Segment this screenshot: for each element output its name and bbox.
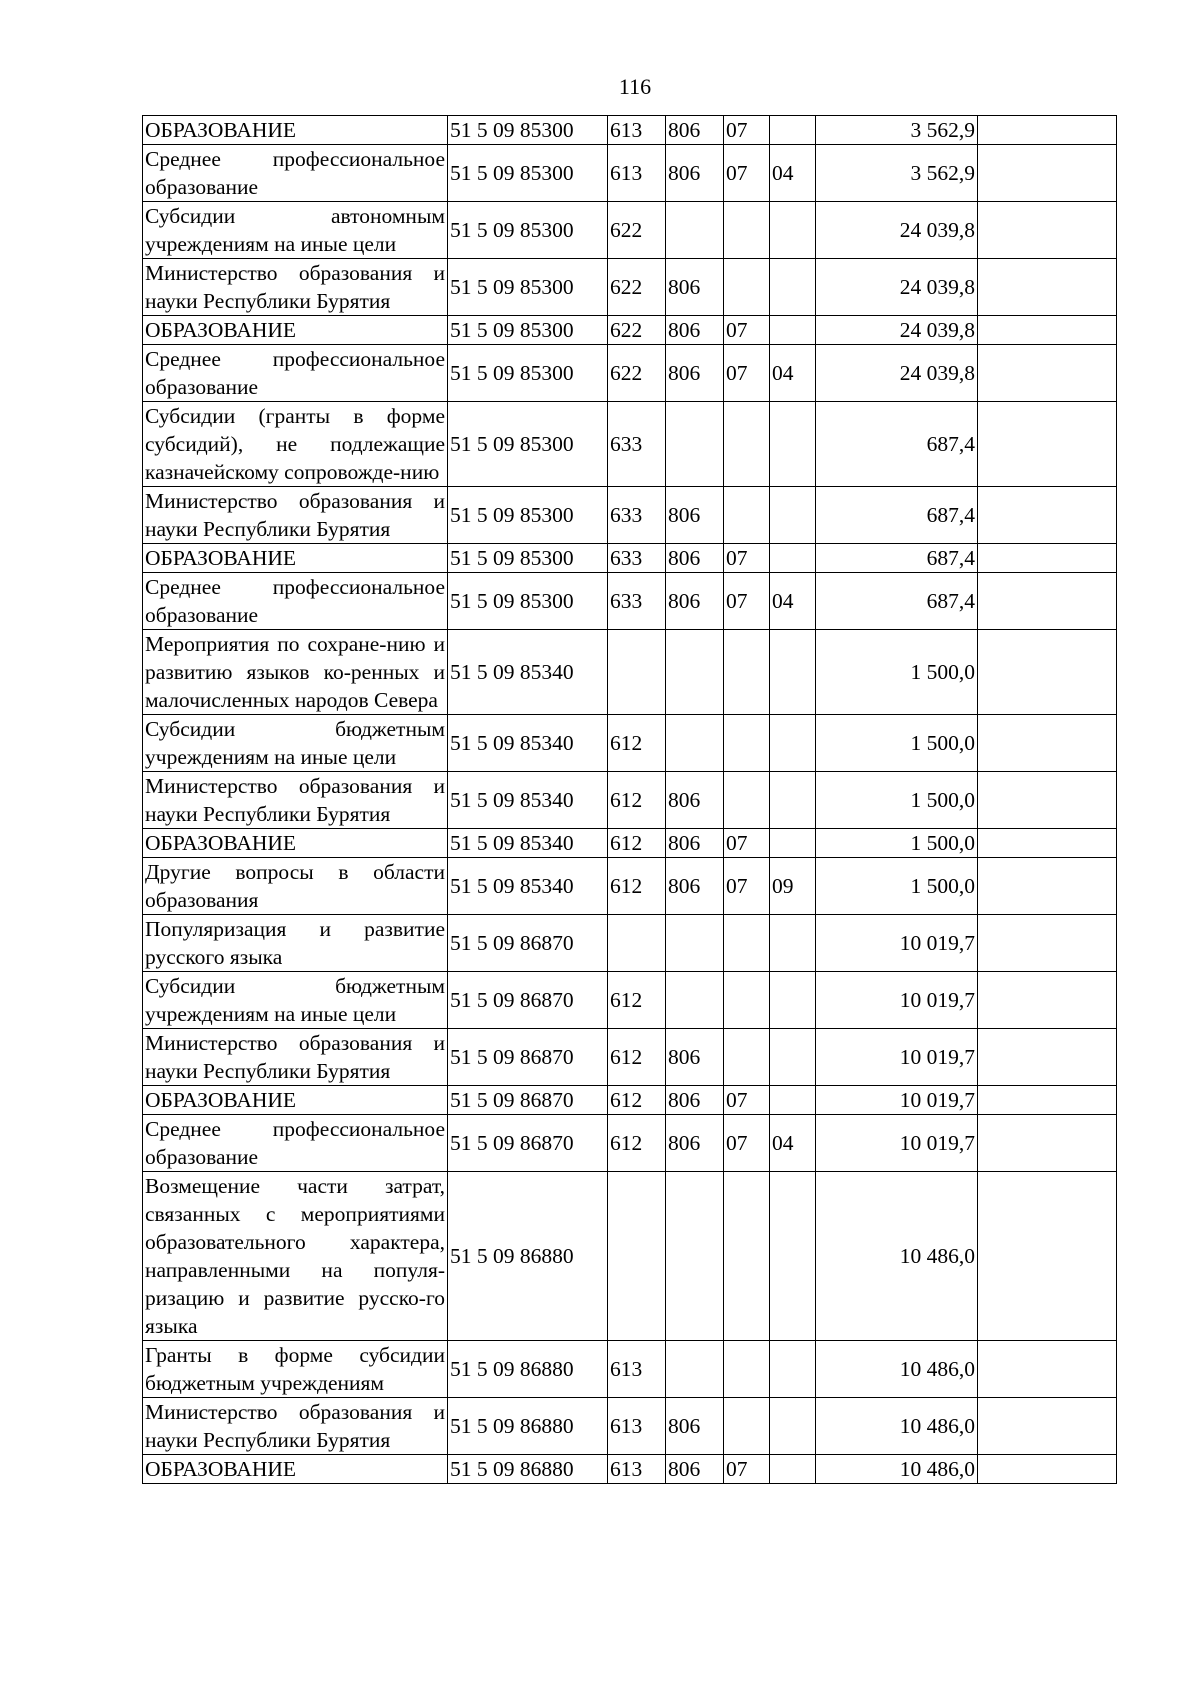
cell-ministry-code: 806	[666, 573, 724, 630]
cell-ministry-code: 806	[666, 772, 724, 829]
cell-empty	[978, 829, 1117, 858]
cell-section: 07	[724, 829, 770, 858]
cell-amount: 10 486,0	[816, 1341, 978, 1398]
cell-expense-type: 612	[608, 772, 666, 829]
cell-empty	[978, 915, 1117, 972]
cell-subsection: 04	[770, 1115, 816, 1172]
cell-target-article: 51 5 09 85300	[448, 316, 608, 345]
cell-name: Среднее профессиональное образование	[143, 573, 448, 630]
cell-target-article: 51 5 09 86870	[448, 1086, 608, 1115]
cell-expense-type: 633	[608, 573, 666, 630]
cell-name: Возмещение части затрат, связанных с мероприятиями образовательного характера, направленными на популя-ризацию и развитие русско-го языка	[143, 1172, 448, 1341]
cell-section	[724, 915, 770, 972]
cell-expense-type: 622	[608, 259, 666, 316]
cell-amount: 687,4	[816, 573, 978, 630]
cell-expense-type: 613	[608, 1341, 666, 1398]
cell-expense-type: 612	[608, 715, 666, 772]
cell-empty	[978, 573, 1117, 630]
cell-expense-type	[608, 630, 666, 715]
cell-expense-type: 612	[608, 829, 666, 858]
cell-empty	[978, 972, 1117, 1029]
cell-target-article: 51 5 09 85340	[448, 829, 608, 858]
cell-subsection	[770, 972, 816, 1029]
cell-expense-type: 633	[608, 402, 666, 487]
cell-expense-type: 633	[608, 487, 666, 544]
cell-name: Субсидии (гранты в форме субсидий), не подлежащие казначейскому сопровожде-нию	[143, 402, 448, 487]
cell-section	[724, 487, 770, 544]
cell-subsection	[770, 316, 816, 345]
cell-expense-type: 622	[608, 345, 666, 402]
cell-empty	[978, 487, 1117, 544]
cell-expense-type: 612	[608, 1115, 666, 1172]
cell-expense-type: 612	[608, 972, 666, 1029]
cell-empty	[978, 1341, 1117, 1398]
cell-target-article: 51 5 09 85300	[448, 202, 608, 259]
cell-empty	[978, 772, 1117, 829]
cell-section	[724, 259, 770, 316]
table-row	[143, 1341, 1117, 1398]
cell-expense-type: 612	[608, 1086, 666, 1115]
table-row	[143, 1455, 1117, 1484]
cell-name: Среднее профессиональное образование	[143, 1115, 448, 1172]
cell-ministry-code: 806	[666, 544, 724, 573]
cell-section	[724, 1341, 770, 1398]
cell-section: 07	[724, 1115, 770, 1172]
cell-amount: 687,4	[816, 402, 978, 487]
cell-subsection	[770, 1398, 816, 1455]
cell-subsection	[770, 630, 816, 715]
cell-empty	[978, 202, 1117, 259]
cell-target-article: 51 5 09 86880	[448, 1455, 608, 1484]
cell-subsection: 04	[770, 573, 816, 630]
cell-ministry-code: 806	[666, 116, 724, 145]
cell-expense-type: 612	[608, 1029, 666, 1086]
table-row	[143, 316, 1117, 345]
cell-ministry-code: 806	[666, 316, 724, 345]
cell-ministry-code	[666, 972, 724, 1029]
cell-subsection	[770, 487, 816, 544]
cell-ministry-code: 806	[666, 1029, 724, 1086]
cell-section	[724, 772, 770, 829]
table-row	[143, 858, 1117, 915]
cell-empty	[978, 1398, 1117, 1455]
cell-name: Министерство образования и науки Республики Бурятия	[143, 487, 448, 544]
table-row	[143, 116, 1117, 145]
cell-empty	[978, 1455, 1117, 1484]
cell-section: 07	[724, 544, 770, 573]
cell-name: Гранты в форме субсидии бюджетным учреждениям	[143, 1341, 448, 1398]
cell-target-article: 51 5 09 85340	[448, 715, 608, 772]
cell-subsection	[770, 915, 816, 972]
cell-ministry-code: 806	[666, 259, 724, 316]
cell-expense-type: 622	[608, 316, 666, 345]
cell-name: Мероприятия по сохране-нию и развитию языков ко-ренных и малочисленных народов Севера	[143, 630, 448, 715]
table-row	[143, 972, 1117, 1029]
table-row	[143, 1029, 1117, 1086]
cell-section	[724, 202, 770, 259]
table-row	[143, 259, 1117, 316]
cell-expense-type: 613	[608, 1455, 666, 1484]
cell-subsection	[770, 829, 816, 858]
cell-target-article: 51 5 09 85340	[448, 772, 608, 829]
cell-subsection	[770, 402, 816, 487]
cell-amount: 10 019,7	[816, 972, 978, 1029]
cell-name: Министерство образования и науки Республики Бурятия	[143, 1029, 448, 1086]
cell-empty	[978, 858, 1117, 915]
cell-target-article: 51 5 09 85300	[448, 402, 608, 487]
cell-expense-type: 633	[608, 544, 666, 573]
cell-ministry-code: 806	[666, 145, 724, 202]
cell-name: ОБРАЗОВАНИЕ	[143, 116, 448, 145]
cell-amount: 1 500,0	[816, 630, 978, 715]
cell-name: Субсидии автономным учреждениям на иные цели	[143, 202, 448, 259]
table-row	[143, 544, 1117, 573]
table-row	[143, 1172, 1117, 1341]
cell-ministry-code	[666, 202, 724, 259]
cell-empty	[978, 145, 1117, 202]
cell-name: ОБРАЗОВАНИЕ	[143, 544, 448, 573]
cell-amount: 1 500,0	[816, 858, 978, 915]
table-row	[143, 829, 1117, 858]
table-row	[143, 1086, 1117, 1115]
table-row	[143, 1115, 1117, 1172]
cell-amount: 687,4	[816, 487, 978, 544]
cell-amount: 10 019,7	[816, 1115, 978, 1172]
cell-amount: 10 486,0	[816, 1398, 978, 1455]
table-row	[143, 573, 1117, 630]
cell-empty	[978, 259, 1117, 316]
cell-amount: 24 039,8	[816, 316, 978, 345]
page-number: 116	[618, 74, 652, 99]
cell-ministry-code: 806	[666, 1115, 724, 1172]
cell-ministry-code	[666, 402, 724, 487]
cell-empty	[978, 316, 1117, 345]
table-row	[143, 145, 1117, 202]
cell-amount: 24 039,8	[816, 259, 978, 316]
cell-ministry-code: 806	[666, 487, 724, 544]
cell-expense-type: 612	[608, 858, 666, 915]
cell-expense-type: 622	[608, 202, 666, 259]
cell-target-article: 51 5 09 86870	[448, 915, 608, 972]
cell-target-article: 51 5 09 86880	[448, 1341, 608, 1398]
cell-section	[724, 1029, 770, 1086]
budget-table-body	[143, 116, 1117, 1484]
cell-ministry-code: 806	[666, 858, 724, 915]
cell-amount: 10 486,0	[816, 1455, 978, 1484]
cell-target-article: 51 5 09 85300	[448, 573, 608, 630]
cell-empty	[978, 1029, 1117, 1086]
cell-amount: 3 562,9	[816, 116, 978, 145]
cell-section: 07	[724, 858, 770, 915]
cell-empty	[978, 1115, 1117, 1172]
cell-name: ОБРАЗОВАНИЕ	[143, 1086, 448, 1115]
cell-name: ОБРАЗОВАНИЕ	[143, 829, 448, 858]
cell-subsection	[770, 202, 816, 259]
cell-ministry-code	[666, 915, 724, 972]
cell-target-article: 51 5 09 85300	[448, 259, 608, 316]
cell-empty	[978, 544, 1117, 573]
cell-subsection	[770, 544, 816, 573]
cell-target-article: 51 5 09 85300	[448, 487, 608, 544]
cell-amount: 1 500,0	[816, 772, 978, 829]
cell-amount: 3 562,9	[816, 145, 978, 202]
cell-empty	[978, 1172, 1117, 1341]
table-row	[143, 772, 1117, 829]
cell-section: 07	[724, 1086, 770, 1115]
cell-subsection: 04	[770, 145, 816, 202]
cell-section	[724, 630, 770, 715]
cell-amount: 687,4	[816, 544, 978, 573]
cell-subsection	[770, 259, 816, 316]
cell-ministry-code	[666, 1172, 724, 1341]
cell-subsection	[770, 1341, 816, 1398]
table-row	[143, 402, 1117, 487]
cell-empty	[978, 715, 1117, 772]
cell-empty	[978, 1086, 1117, 1115]
cell-target-article: 51 5 09 85300	[448, 345, 608, 402]
cell-section	[724, 1172, 770, 1341]
cell-target-article: 51 5 09 86870	[448, 1115, 608, 1172]
table-row	[143, 715, 1117, 772]
cell-name: Среднее профессиональное образование	[143, 145, 448, 202]
cell-subsection	[770, 1455, 816, 1484]
cell-subsection: 09	[770, 858, 816, 915]
cell-target-article: 51 5 09 85340	[448, 630, 608, 715]
cell-amount: 24 039,8	[816, 202, 978, 259]
table-row	[143, 487, 1117, 544]
cell-subsection	[770, 1086, 816, 1115]
cell-name: Другие вопросы в области образования	[143, 858, 448, 915]
cell-subsection	[770, 715, 816, 772]
cell-section	[724, 972, 770, 1029]
cell-name: Субсидии бюджетным учреждениям на иные цели	[143, 972, 448, 1029]
cell-section: 07	[724, 573, 770, 630]
cell-target-article: 51 5 09 85300	[448, 544, 608, 573]
cell-subsection: 04	[770, 345, 816, 402]
cell-target-article: 51 5 09 85340	[448, 858, 608, 915]
cell-section	[724, 715, 770, 772]
table-row	[143, 202, 1117, 259]
cell-name: Среднее профессиональное образование	[143, 345, 448, 402]
table-row	[143, 630, 1117, 715]
cell-section	[724, 402, 770, 487]
table-row	[143, 345, 1117, 402]
table-row	[143, 915, 1117, 972]
cell-name: ОБРАЗОВАНИЕ	[143, 316, 448, 345]
cell-name: Министерство образования и науки Республики Бурятия	[143, 259, 448, 316]
cell-target-article: 51 5 09 85300	[448, 116, 608, 145]
cell-ministry-code	[666, 715, 724, 772]
cell-amount: 10 019,7	[816, 1086, 978, 1115]
cell-ministry-code: 806	[666, 829, 724, 858]
cell-empty	[978, 345, 1117, 402]
cell-ministry-code	[666, 1341, 724, 1398]
cell-expense-type: 613	[608, 1398, 666, 1455]
cell-amount: 10 486,0	[816, 1172, 978, 1341]
cell-amount: 10 019,7	[816, 1029, 978, 1086]
cell-subsection	[770, 1172, 816, 1341]
cell-section: 07	[724, 316, 770, 345]
cell-target-article: 51 5 09 86880	[448, 1398, 608, 1455]
cell-ministry-code	[666, 630, 724, 715]
cell-amount: 1 500,0	[816, 715, 978, 772]
budget-table	[142, 115, 1117, 1484]
cell-name: Министерство образования и науки Республики Бурятия	[143, 772, 448, 829]
cell-target-article: 51 5 09 86870	[448, 972, 608, 1029]
cell-empty	[978, 402, 1117, 487]
cell-section	[724, 1398, 770, 1455]
cell-amount: 10 019,7	[816, 915, 978, 972]
cell-ministry-code: 806	[666, 1398, 724, 1455]
cell-name: Субсидии бюджетным учреждениям на иные цели	[143, 715, 448, 772]
cell-section: 07	[724, 1455, 770, 1484]
cell-ministry-code: 806	[666, 1455, 724, 1484]
cell-subsection	[770, 772, 816, 829]
cell-ministry-code: 806	[666, 1086, 724, 1115]
cell-name: Министерство образования и науки Республики Бурятия	[143, 1398, 448, 1455]
cell-target-article: 51 5 09 86870	[448, 1029, 608, 1086]
cell-expense-type: 613	[608, 116, 666, 145]
cell-name: Популяризация и развитие русского языка	[143, 915, 448, 972]
cell-expense-type	[608, 915, 666, 972]
table-row	[143, 1398, 1117, 1455]
cell-target-article: 51 5 09 86880	[448, 1172, 608, 1341]
cell-amount: 24 039,8	[816, 345, 978, 402]
cell-expense-type	[608, 1172, 666, 1341]
cell-section: 07	[724, 145, 770, 202]
cell-subsection	[770, 1029, 816, 1086]
cell-target-article: 51 5 09 85300	[448, 145, 608, 202]
cell-amount: 1 500,0	[816, 829, 978, 858]
cell-empty	[978, 116, 1117, 145]
cell-section: 07	[724, 345, 770, 402]
cell-empty	[978, 630, 1117, 715]
cell-subsection	[770, 116, 816, 145]
cell-section: 07	[724, 116, 770, 145]
cell-ministry-code: 806	[666, 345, 724, 402]
cell-expense-type: 613	[608, 145, 666, 202]
cell-name: ОБРАЗОВАНИЕ	[143, 1455, 448, 1484]
